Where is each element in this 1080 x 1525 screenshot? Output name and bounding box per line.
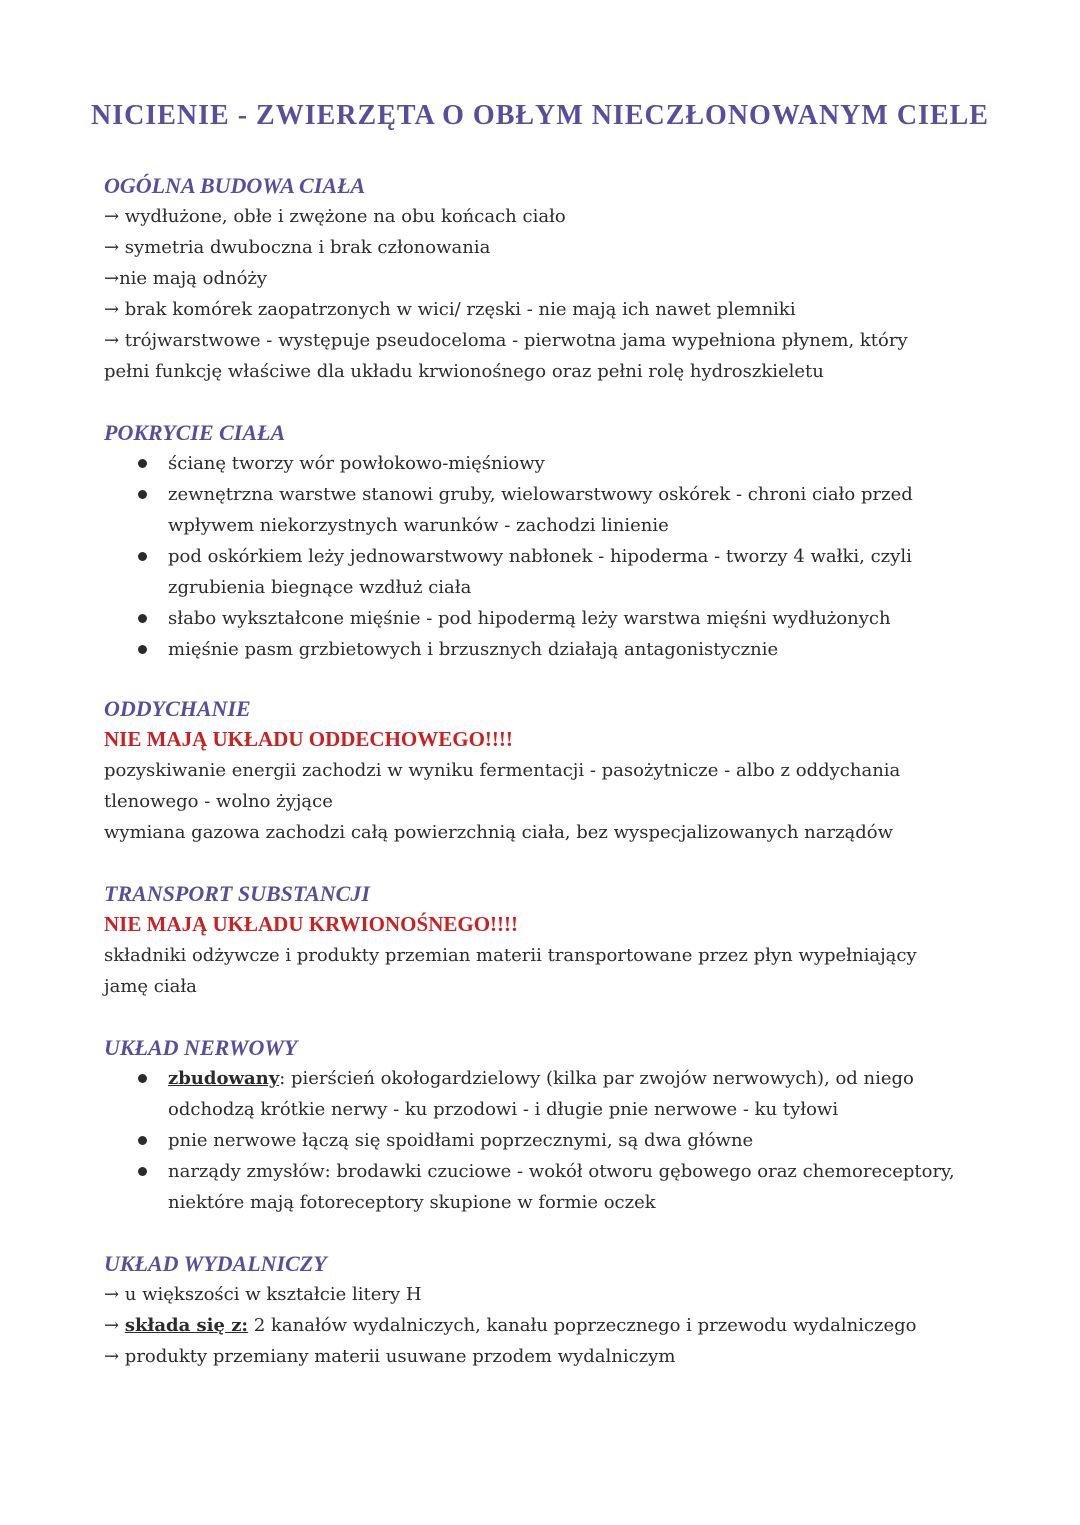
- section-heading: OGÓLNA BUDOWA CIAŁA: [104, 173, 366, 198]
- alert-text: NIE MAJĄ UKŁADU KRWIONOŚNEGO!!!!: [104, 912, 519, 936]
- list-item: ścianę tworzy wór powłokowo-mięśniowy: [104, 448, 984, 479]
- bullet-list: [104, 448, 984, 665]
- list-item: pnie nerwowe łączą się spoidłami poprzecznymi, są dwa główne: [104, 1125, 984, 1156]
- text-line: → u większości w kształcie litery H: [104, 1284, 422, 1305]
- bullet-icon: [138, 490, 147, 499]
- list-item: pod oskórkiem leży jednowarstwowy nabłonek - hipoderma - tworzy 4 wałki, czyli zgrubienia biegnące wzdłuż ciała: [104, 541, 984, 603]
- section-nervous-system: [104, 1032, 984, 1218]
- text-line: → produkty przemiany materii usuwane przodem wydalniczym: [104, 1346, 676, 1367]
- section-general-structure: [104, 170, 984, 387]
- bullet-list: [104, 1063, 984, 1218]
- bullet-icon: [138, 1136, 147, 1145]
- text-line: →nie mają odnóży: [104, 268, 268, 289]
- bullet-icon: [138, 459, 147, 468]
- text-line: tlenowego - wolno żyjące: [104, 791, 333, 812]
- section-heading: TRANSPORT SUBSTANCJI: [104, 881, 370, 906]
- bullet-icon: [138, 1167, 147, 1176]
- text-line: pozyskiwanie energii zachodzi w wyniku fermentacji - pasożytnicze - albo z oddychania: [104, 760, 901, 781]
- section-respiration: [104, 693, 984, 848]
- section-heading: ODDYCHANIE: [104, 696, 251, 721]
- bullet-icon: [138, 1074, 147, 1083]
- list-item: słabo wykształcone mięśnie - pod hipodermą leży warstwa mięśni wydłużonych: [104, 603, 984, 634]
- bullet-icon: [138, 614, 147, 623]
- section-heading: UKŁAD NERWOWY: [104, 1035, 298, 1060]
- page-title: NICIENIE - ZWIERZĘTA O OBŁYM NIECZŁONOWANYM CIELE: [91, 100, 989, 131]
- section-transport: [104, 878, 984, 1002]
- text-line: wymiana gazowa zachodzi całą powierzchnią ciała, bez wyspecjalizowanych narządów: [104, 822, 894, 843]
- text-line: jamę ciała: [104, 976, 197, 997]
- text-line: składniki odżywcze i produkty przemian materii transportowane przez płyn wypełniający: [104, 945, 917, 966]
- list-item: zewnętrzna warstwe stanowi gruby, wielowarstwowy oskórek - chroni ciało przed wpływem niekorzystnych warunków - zachodzi linienie: [104, 479, 984, 541]
- section-excretory-system: [104, 1248, 984, 1372]
- bullet-icon: [138, 552, 147, 561]
- section-heading: UKŁAD WYDALNICZY: [104, 1251, 327, 1276]
- text-line: pełni funkcję właściwe dla układu krwionośnego oraz pełni rolę hydroszkieletu: [104, 361, 824, 382]
- text-line: → składa się z: 2 kanałów wydalniczych, kanału poprzecznego i przewodu wydalniczego: [104, 1315, 917, 1336]
- text-line: → brak komórek zaopatrzonych w wici/ rzęski - nie mają ich nawet plemniki: [104, 299, 796, 320]
- section-body-covering: [104, 417, 984, 665]
- section-heading: POKRYCIE CIAŁA: [104, 420, 286, 445]
- bullet-icon: [138, 645, 147, 654]
- list-item: mięśnie pasm grzbietowych i brzusznych działają antagonistycznie: [104, 634, 984, 665]
- text-line: → trójwarstwowe - występuje pseudoceloma - pierwotna jama wypełniona płynem, który: [104, 330, 908, 351]
- text-line: → symetria dwuboczna i brak członowania: [104, 237, 491, 258]
- text-line: → wydłużone, obłe i zwężone na obu końcach ciało: [104, 206, 566, 227]
- alert-text: NIE MAJĄ UKŁADU ODDECHOWEGO!!!!: [104, 727, 513, 751]
- list-item: zbudowany: pierścień okołogardzielowy (kilka par zwojów nerwowych), od niego odchodzą krótkie nerwy - ku przodowi - i długie pnie nerwowe - ku tyłowi: [104, 1063, 984, 1125]
- list-item: narządy zmysłów: brodawki czuciowe - wokół otworu gębowego oraz chemoreceptory, niektóre mają fotoreceptory skupione w formie oczek: [104, 1156, 984, 1218]
